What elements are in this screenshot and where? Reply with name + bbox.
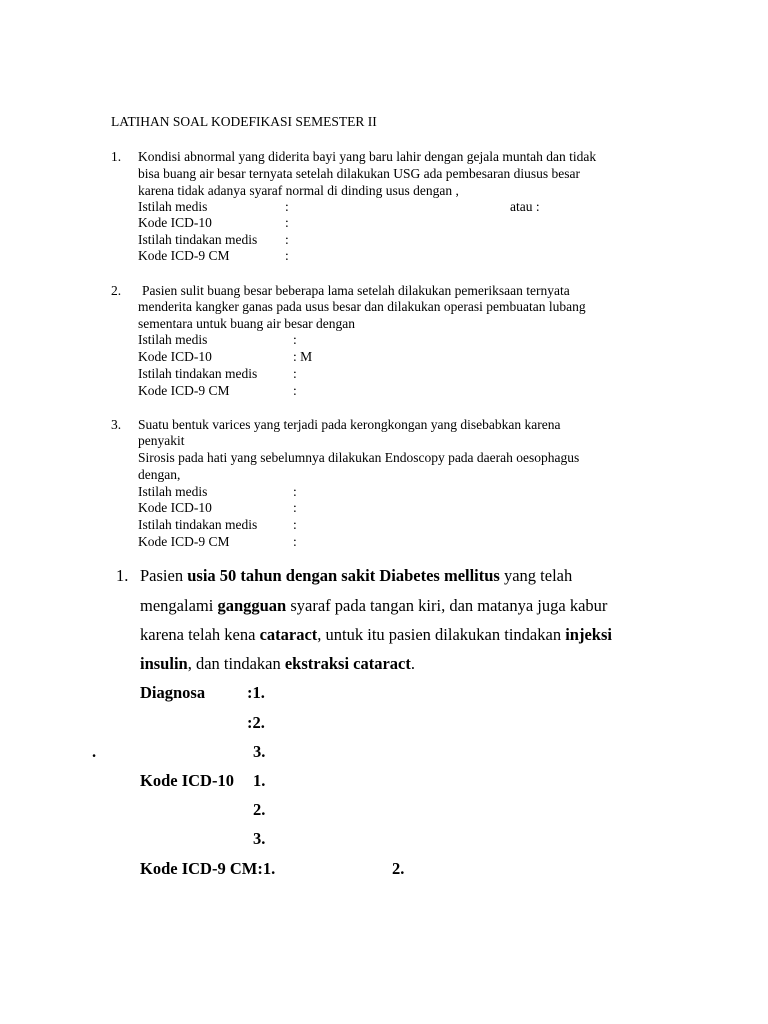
q2-field-label-icd10: Kode ICD-10 [138,349,212,364]
q4-icd10-item-1: 1. [253,771,266,790]
q1-field-atau: atau : [510,199,540,214]
q2-text-line-2: menderita kangker ganas pada usus besar dan dilakukan operasi pembuatan lubang [138,299,586,314]
q2-field-colon-tindakan: : [293,366,297,381]
q3-text-line-1: Suatu bentuk varices yang terjadi pada kerongkongan yang disebabkan karena [138,417,561,432]
q3-text-line-3: Sirosis pada hati yang sebelumnya dilakukan Endoscopy pada daerah oesophagus [138,450,580,465]
document-title: LATIHAN SOAL KODEFIKASI SEMESTER II [111,114,377,129]
q4-icd10-item-2: 2. [253,800,266,819]
q2-text-line-3: sementara untuk buang air besar dengan [138,316,356,331]
q2-field-label-istilah-medis: Istilah medis [138,332,208,347]
q1-field-colon-tindakan: : [285,232,289,247]
q1-field-label-icd10: Kode ICD-10 [138,215,212,230]
q3-text-line-4: dengan, [138,467,181,482]
q2-field-label-icd9: Kode ICD-9 CM [138,383,230,398]
q3-field-label-icd9: Kode ICD-9 CM [138,534,230,549]
q1-text-line-3: karena tidak adanya syaraf normal di dinding usus dengan , [138,183,459,198]
q3-field-colon-istilah-medis: : [293,484,297,499]
q3-field-label-istilah-medis: Istilah medis [138,484,208,499]
q4-icd9-label: Kode ICD-9 CM:1. [140,859,276,878]
q3-field-colon-icd10: : [293,500,297,515]
q2-text-line-1: Pasien sulit buang besar beberapa lama setelah dilakukan pemeriksaan ternyata [142,283,570,298]
q4-icd9-item-2: 2. [392,859,405,878]
q1-field-colon-icd10: : [285,215,289,230]
q4-text-line-2: mengalami gangguan syaraf pada tangan kiri, dan matanya juga kabur [140,596,608,615]
q4-stray-dot: . [92,742,97,761]
q4-diagnosa-item-3: 3. [253,742,266,761]
q4-diagnosa-item-2: :2. [247,713,265,732]
q3-text-line-2: penyakit [138,433,185,448]
q1-number: 1. [111,149,122,164]
q3-field-colon-tindakan: : [293,517,297,532]
q4-diagnosa-item-1: :1. [247,683,265,702]
q3-field-label-tindakan: Istilah tindakan medis [138,517,258,532]
q1-text-line-2: bisa buang air besar ternyata setelah dilakukan USG ada pembesaran diusus besar [138,166,580,181]
q1-field-colon-istilah-medis: : [285,199,289,214]
q4-diagnosa-label: Diagnosa [140,683,206,702]
q4-text-line-1: Pasien usia 50 tahun dengan sakit Diabetes mellitus yang telah [140,566,573,585]
q2-field-colon-icd10: : M [293,349,313,364]
q3-number: 3. [111,417,122,432]
q4-icd10-label: Kode ICD-10 [140,771,234,790]
q4-text-line-4: insulin, dan tindakan ekstraksi cataract. [140,654,415,673]
q4-text-line-3: karena telah kena cataract, untuk itu pasien dilakukan tindakan injeksi [140,625,612,644]
q3-field-label-icd10: Kode ICD-10 [138,500,212,515]
q2-field-colon-icd9: : [293,383,297,398]
q1-field-label-tindakan: Istilah tindakan medis [138,232,258,247]
q1-field-colon-icd9: : [285,248,289,263]
q1-field-label-icd9: Kode ICD-9 CM [138,248,230,263]
q4-icd10-item-3: 3. [253,829,266,848]
q4-number: 1. [116,566,129,585]
q2-field-label-tindakan: Istilah tindakan medis [138,366,258,381]
q2-field-colon-istilah-medis: : [293,332,297,347]
q2-number: 2. [111,283,122,298]
q1-field-label-istilah-medis: Istilah medis [138,199,208,214]
q3-field-colon-icd9: : [293,534,297,549]
q1-text-line-1: Kondisi abnormal yang diderita bayi yang baru lahir dengan gejala muntah dan tidak [138,149,597,164]
